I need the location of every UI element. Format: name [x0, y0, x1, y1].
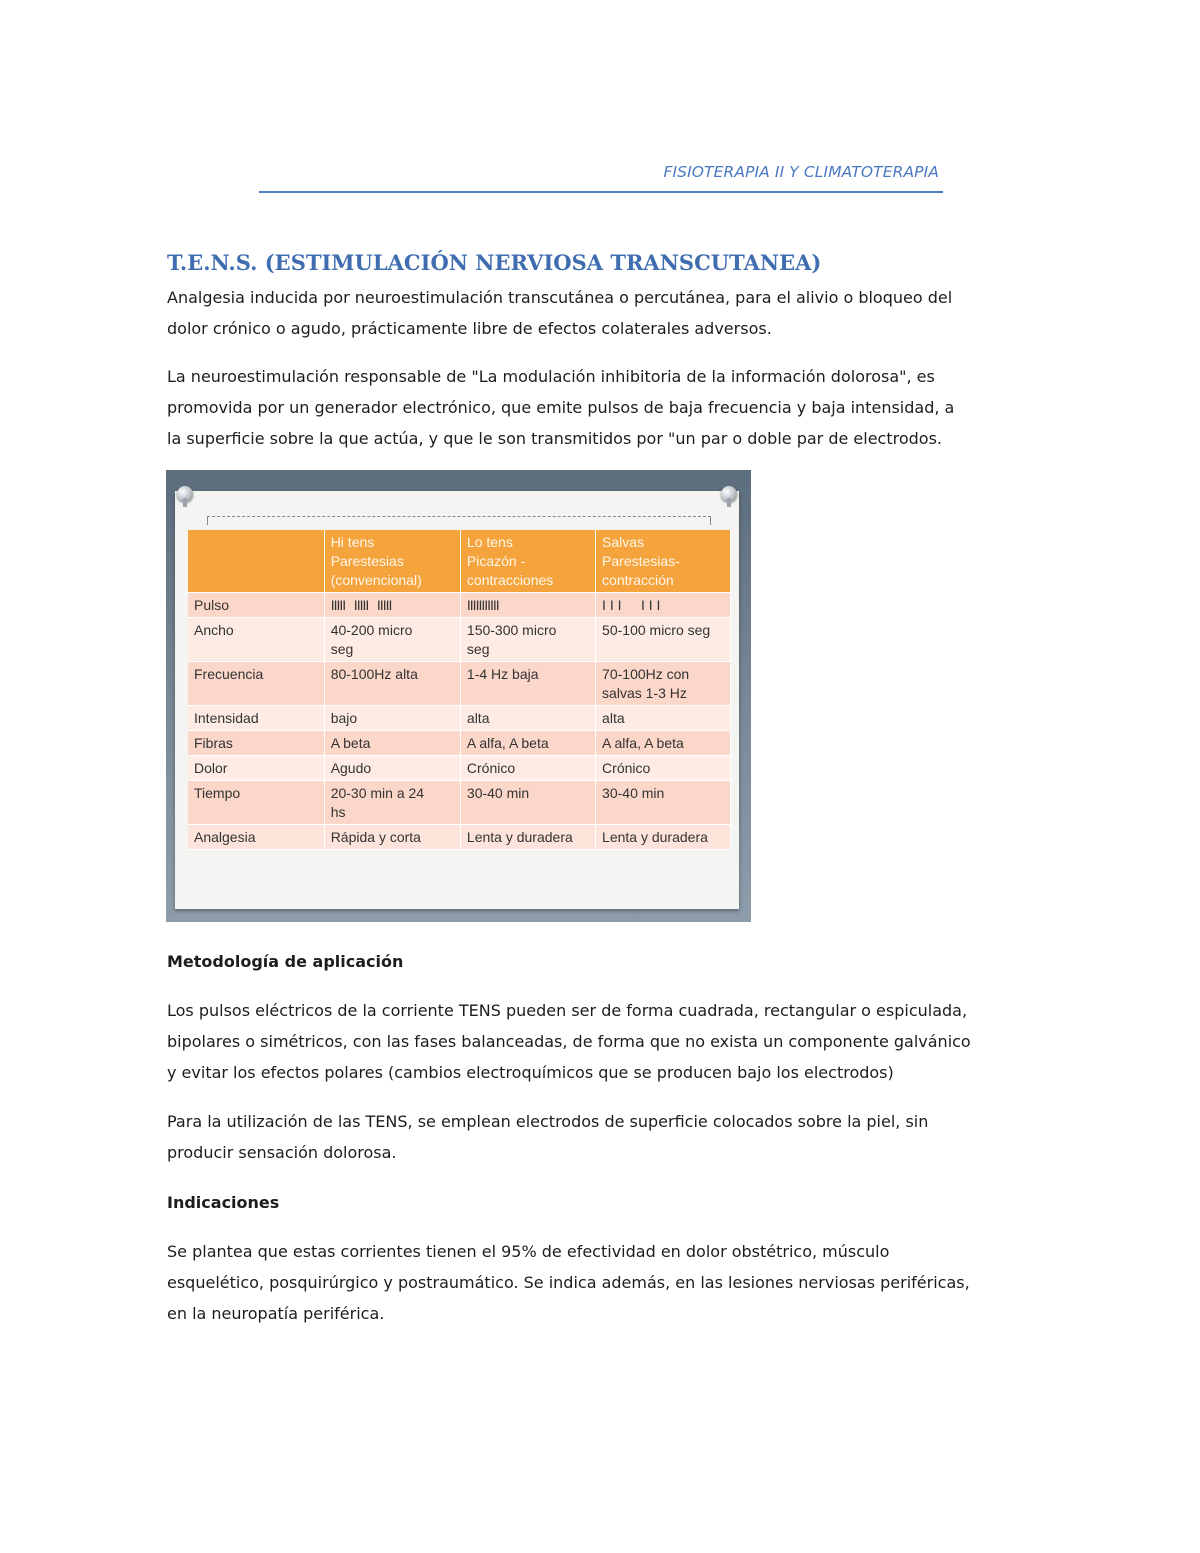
table-row [188, 825, 731, 850]
table-row [188, 756, 731, 781]
metodologia-paragraph-1 [167, 995, 1047, 1088]
text-line: en la neuropatía periférica. [167, 1304, 385, 1323]
table-cell: Agudo [324, 756, 460, 781]
table-cell: Ancho [188, 618, 324, 662]
table-cell: 150-300 micro seg [460, 618, 595, 662]
table-cell: Dolor [188, 756, 324, 781]
table-cell: 30-40 min [460, 781, 595, 825]
table-header-cell [460, 530, 595, 593]
running-header: FISIOTERAPIA II Y CLIMATOTERAPIA [663, 163, 939, 181]
text-line: bipolares o simétricos, con las fases balanceadas, de forma que no exista un componente galvánico [167, 1032, 971, 1051]
table-cell: 40-200 micro seg [324, 618, 460, 662]
tens-comparison-table [188, 530, 731, 850]
text-line: Para la utilización de las TENS, se emplean electrodos de superficie colocados sobre la piel, sin [167, 1112, 929, 1131]
table-row [188, 662, 731, 706]
text-line: dolor crónico o agudo, prácticamente libre de efectos colaterales adversos. [167, 319, 772, 338]
table-cell: Frecuencia [188, 662, 324, 706]
section-heading-metodologia: Metodología de aplicación [167, 952, 404, 971]
indicaciones-paragraph [167, 1236, 1047, 1329]
table-cell: 20-30 min a 24 hs [324, 781, 460, 825]
table-cell: 30-40 min [596, 781, 731, 825]
text-line: Los pulsos eléctricos de la corriente TENS pueden ser de forma cuadrada, rectangular o espiculada, [167, 1001, 968, 1020]
table-cell: Crónico [460, 756, 595, 781]
text-line: producir sensación dolorosa. [167, 1143, 397, 1162]
text-line: Analgesia inducida por neuroestimulación transcutánea o percutánea, para el alivio o bloqueo del [167, 288, 953, 307]
page-title: T.E.N.S. (ESTIMULACIÓN NERVIOSA TRANSCUTANEA) [167, 250, 822, 275]
table-cell: Lenta y duradera [596, 825, 731, 850]
table-cell: 50-100 micro seg [596, 618, 731, 662]
text-line: esquelético, posquirúrgico y postraumático. Se indica además, en las lesiones nerviosas periféricas, [167, 1273, 970, 1292]
table-cell: A alfa, A beta [460, 731, 595, 756]
table-cell: IIIIIIIIIII [460, 593, 595, 618]
table-header-cell [324, 530, 460, 593]
table-cell: Fibras [188, 731, 324, 756]
section-heading-indicaciones: Indicaciones [167, 1193, 280, 1212]
table-header-row [188, 530, 731, 593]
pushpin-icon [721, 486, 737, 502]
table-header-cell [596, 530, 731, 593]
table-row [188, 593, 731, 618]
table-cell: bajo [324, 706, 460, 731]
table-cell: IIIII IIIII IIIII [324, 593, 460, 618]
table-cell: A beta [324, 731, 460, 756]
table-cell: Analgesia [188, 825, 324, 850]
metodologia-paragraph-2 [167, 1106, 1047, 1168]
header-line: Salvas Parestesias- contracción [602, 534, 680, 588]
intro-paragraph-1 [167, 282, 1047, 344]
table-cell: alta [460, 706, 595, 731]
table-cell: Pulso [188, 593, 324, 618]
table-cell: Crónico [596, 756, 731, 781]
table-row [188, 618, 731, 662]
table-row [188, 731, 731, 756]
text-line: y evitar los efectos polares (cambios electroquímicos que se producen bajo los electrodos) [167, 1063, 894, 1082]
table-cell: 1-4 Hz baja [460, 662, 595, 706]
header-line: Hi tens Parestesias (convencional) [330, 534, 422, 588]
header-rule [259, 191, 943, 193]
header-line: Lo tens Picazón - contracciones [466, 534, 554, 588]
text-line: promovida por un generador electrónico, que emite pulsos de baja frecuencia y baja intensidad, a [167, 398, 955, 417]
table-cell: Lenta y duradera [460, 825, 595, 850]
table-cell: 70-100Hz con salvas 1-3 Hz [596, 662, 731, 706]
table-header-cell [188, 530, 324, 593]
text-line: Se plantea que estas corrientes tienen el 95% de efectividad en dolor obstétrico, músculo [167, 1242, 890, 1261]
table-row [188, 706, 731, 731]
pushpin-icon [177, 486, 193, 502]
table-cell: Rápida y corta [324, 825, 460, 850]
table-cell: I I I I I I [596, 593, 731, 618]
table-cell: A alfa, A beta [596, 731, 731, 756]
intro-paragraph-2 [167, 361, 1047, 454]
dashed-frame [207, 516, 711, 525]
text-line: La neuroestimulación responsable de "La modulación inhibitoria de la información dolorosa", es [167, 367, 935, 386]
table-cell: Tiempo [188, 781, 324, 825]
table-row [188, 781, 731, 825]
table-cell: 80-100Hz alta [324, 662, 460, 706]
table-cell: alta [596, 706, 731, 731]
table-cell: Intensidad [188, 706, 324, 731]
text-line: la superficie sobre la que actúa, y que le son transmitidos por "un par o doble par de electrodos. [167, 429, 942, 448]
